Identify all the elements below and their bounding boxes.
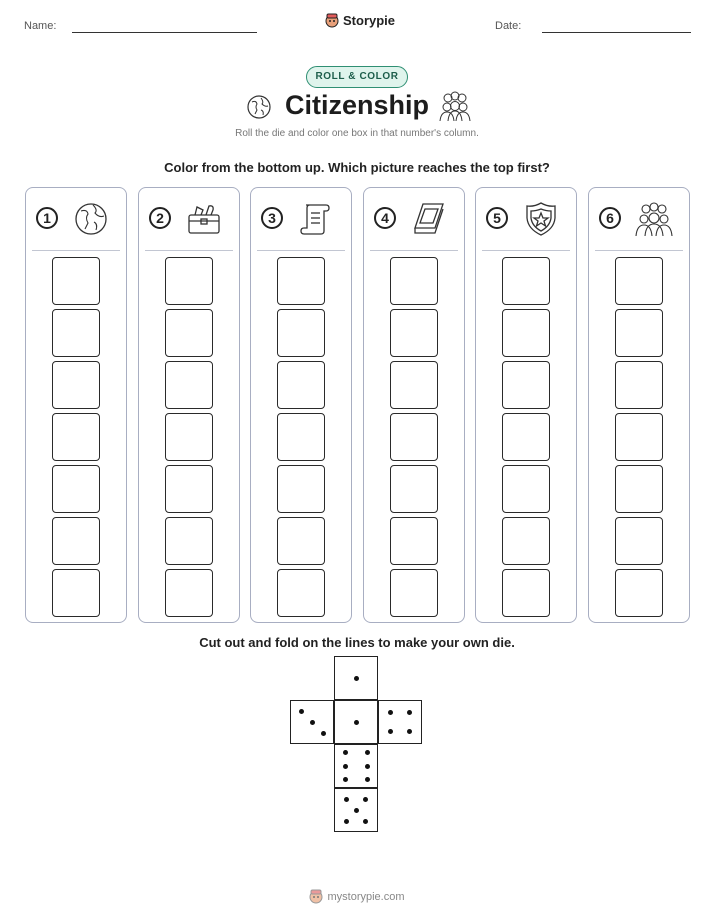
color-box[interactable]	[165, 413, 213, 461]
color-box[interactable]	[52, 361, 100, 409]
color-box[interactable]	[390, 413, 438, 461]
date-label: Date:	[495, 20, 522, 32]
color-box[interactable]	[277, 465, 325, 513]
die-face-lower	[334, 744, 378, 788]
die-pip	[354, 808, 359, 813]
color-box[interactable]	[165, 309, 213, 357]
brand-logo	[325, 13, 395, 28]
color-box[interactable]	[615, 257, 663, 305]
column-3	[250, 187, 352, 623]
color-box[interactable]	[615, 309, 663, 357]
die-pip	[343, 764, 348, 769]
die-pip	[343, 777, 348, 782]
color-box[interactable]	[165, 257, 213, 305]
storypie-mascot-icon	[309, 889, 323, 904]
color-box[interactable]	[390, 361, 438, 409]
color-box[interactable]	[277, 517, 325, 565]
die-pip	[407, 729, 412, 734]
scroll-icon	[296, 201, 336, 237]
column-6	[588, 187, 690, 623]
column-number: 4	[374, 207, 396, 229]
instruction: Color from the bottom up. Which picture reaches the top first?	[164, 160, 550, 175]
page-title: Citizenship	[284, 90, 429, 120]
die-pip	[321, 731, 326, 736]
die-pip	[299, 709, 304, 714]
color-box[interactable]	[502, 569, 550, 617]
color-box[interactable]	[277, 309, 325, 357]
activity-badge: ROLL & COLOR	[306, 66, 408, 88]
color-box[interactable]	[390, 309, 438, 357]
die-face-top	[334, 656, 378, 700]
book-icon	[409, 201, 449, 237]
die-face-center	[334, 700, 378, 744]
column-number: 3	[261, 207, 283, 229]
color-box[interactable]	[390, 569, 438, 617]
footer	[0, 889, 714, 904]
brand-name: Storypie	[343, 13, 396, 28]
color-box[interactable]	[615, 413, 663, 461]
die-pip	[354, 720, 359, 725]
column-divider	[32, 250, 120, 251]
column-1	[25, 187, 127, 623]
color-box[interactable]	[277, 569, 325, 617]
color-box[interactable]	[277, 361, 325, 409]
toolbox-icon	[184, 201, 224, 237]
column-2	[138, 187, 240, 623]
column-5	[475, 187, 577, 623]
color-box[interactable]	[390, 517, 438, 565]
die-pip	[407, 710, 412, 715]
column-divider	[482, 250, 570, 251]
color-box[interactable]	[52, 413, 100, 461]
die-pip	[354, 676, 359, 681]
column-number: 6	[599, 207, 621, 229]
column-number: 2	[149, 207, 171, 229]
color-box[interactable]	[52, 517, 100, 565]
color-box[interactable]	[502, 361, 550, 409]
die-pip	[388, 710, 393, 715]
footer-url: mystorypie.com	[327, 890, 405, 903]
color-box[interactable]	[502, 413, 550, 461]
name-label: Name:	[24, 20, 57, 32]
die-pip	[344, 819, 349, 824]
die-face-right	[378, 700, 422, 744]
color-box[interactable]	[52, 257, 100, 305]
die-pip	[365, 750, 370, 755]
community-people-icon	[438, 90, 472, 122]
die-pip	[365, 777, 370, 782]
color-box[interactable]	[615, 361, 663, 409]
column-number: 1	[36, 207, 58, 229]
name-line	[72, 32, 257, 33]
color-box[interactable]	[502, 517, 550, 565]
column-number: 5	[486, 207, 508, 229]
column-divider	[595, 250, 683, 251]
date-line	[542, 32, 691, 33]
color-box[interactable]	[502, 465, 550, 513]
column-4	[363, 187, 465, 623]
color-box[interactable]	[52, 465, 100, 513]
color-box[interactable]	[502, 309, 550, 357]
subtitle: Roll the die and color one box in that number's column.	[235, 128, 479, 139]
column-divider	[145, 250, 233, 251]
color-box[interactable]	[277, 257, 325, 305]
color-box[interactable]	[165, 569, 213, 617]
die-pip	[344, 797, 349, 802]
column-divider	[257, 250, 345, 251]
color-box[interactable]	[165, 465, 213, 513]
column-divider	[370, 250, 458, 251]
color-box[interactable]	[52, 569, 100, 617]
color-box[interactable]	[277, 413, 325, 461]
die-face-bottom	[334, 788, 378, 832]
color-box[interactable]	[615, 517, 663, 565]
color-box[interactable]	[390, 257, 438, 305]
die-pip	[363, 819, 368, 824]
storypie-mascot-icon	[325, 13, 339, 28]
color-box[interactable]	[615, 569, 663, 617]
color-box[interactable]	[165, 517, 213, 565]
globe-icon	[71, 201, 111, 237]
die-instruction: Cut out and fold on the lines to make your own die.	[199, 635, 515, 650]
color-box[interactable]	[52, 309, 100, 357]
shield-star-icon	[521, 201, 561, 237]
die-net	[290, 656, 424, 834]
color-box[interactable]	[502, 257, 550, 305]
die-pip	[365, 764, 370, 769]
die-pip	[310, 720, 315, 725]
die-pip	[388, 729, 393, 734]
die-pip	[363, 797, 368, 802]
community-people-icon	[634, 201, 674, 237]
color-box[interactable]	[390, 465, 438, 513]
color-box[interactable]	[165, 361, 213, 409]
color-box[interactable]	[615, 465, 663, 513]
die-face-left	[290, 700, 334, 744]
die-pip	[343, 750, 348, 755]
